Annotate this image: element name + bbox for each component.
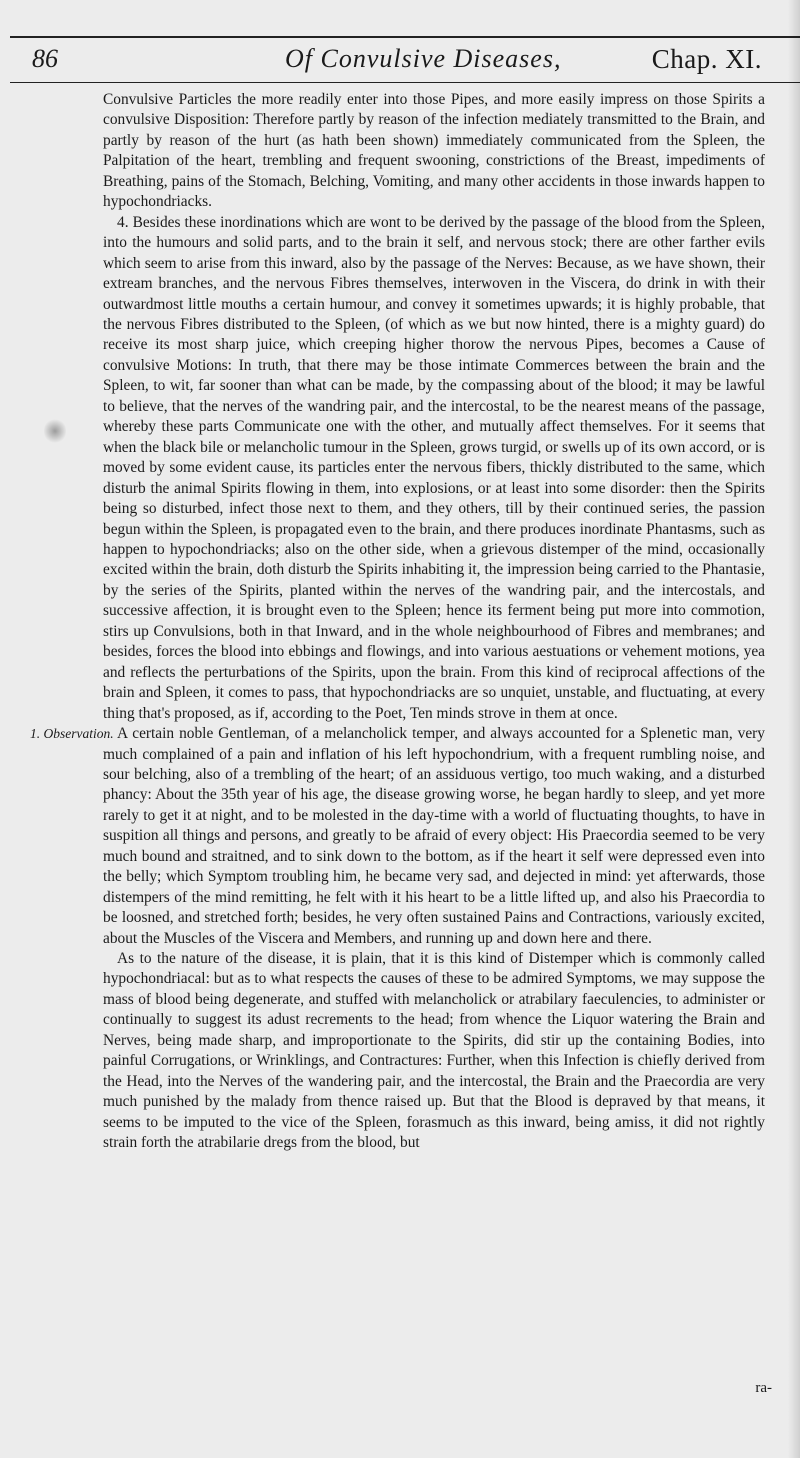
- header-bottom-rule: [10, 82, 800, 83]
- page-number: 86: [32, 44, 58, 73]
- paragraph-observation: [30, 724, 765, 949]
- body-text: [30, 90, 765, 1154]
- running-header: [0, 0, 800, 90]
- paragraph-continuation: Convulsive Particles the more readily enter into those Pipes, and more easily impress on those Spirits a convulsive Disposition: Therefore partly by reason of the infection mediately transmitted to the Brain, and partly by reason of the hurt (as hath been shown) immediately communicated from the Spleen, the Palpitation of the heart, trembling and frequent swooning, constrictions of the Breast, impediments of Breathing, pains of the Stomach, Belching, Vomiting, and many other accidents in those inwards happen to hypochondriacks.: [103, 91, 765, 211]
- chapter-label: Chap. XI.: [651, 44, 762, 74]
- paragraph-section-4: 4. Besides these inordinations which are wont to be derived by the passage of the blood from the Spleen, into the humours and solid parts, and to the brain it self, and nervous stock; there are other farther evils which seem to arise from this inward, also by the passage of the Nerves: Because, as we have shown, their extream branches, and the nervous Fibres themselves, interwoven in the Viscera, do drink in with their outwardmost little mouths a certain humour, and convey it sometimes upwards; it is highly probable, that the nervous Fibres distributed to the Spleen, (of which as we but now hinted, there is a mighty guard) do receive its most sharp juice, which creeping higher thorow the nervous Pipes, becomes a Cause of convulsive Motions: In truth, that there may be those intimate Commerces between the brain and the Spleen, to wit, far sooner than what can be made, by the compassing about of the blood; it may be lawful to believe, that the nerves of the wandring pair, and the intercostal, to be the nearest means of the passage, whereby these parts Communicate one with the other, and mutually affect themselves. For it seems that when the black bile or melancholic tumour in the Spleen, grows turgid, or swells up of its own accord, or is moved by some evident cause, its particles enter the nervous fibers, thickly distributed to the same, which disturb the animal Spirits flowing in them, into explosions, or at least into some disorder: then the Spirits being so disturbed, infect those next to them, and they others, till by their continued series, the passion begun within the Spleen, is propagated even to the brain, and there produces inordinate Phantasms, such as happen to hypochondriacks; also on the other side, when a grievous distemper of the mind, occasionally excited within the brain, doth disturb the Spirits inhabiting it, the impression being carried to the Phantasie, by the series of the Spirits, planted within the nerves of the wandring pair, and the intercostals, and successive affection, it is brought even to the Spleen; hence its ferment being put more into commotion, stirs up Convulsions, both in that Inward, and in the whole neighbourhood of Fibres and membranes; and besides, forces the blood into ebbings and flowings, and into various aestuations or vehement motions, yea and reflects the perturbations of the Spirits, upon the brain. From this kind of reciprocal affections of the brain and Spleen, it comes to pass, that hypochondriacks are so unquiet, unstable, and fluctuating, at every thing that's proposed, as if, according to the Poet, Ten minds strove in them at once.: [103, 213, 765, 722]
- margin-note-observation: 1. Observation.: [30, 726, 114, 742]
- observation-text: A certain noble Gentleman, of a melancholick temper, and always accounted for a Splenetic man, very much complained of a pain and inflation of his left hypochondrium, with a frequent rumbling noise, and sour belching, also of a trembling of the heart; of an assiduous vertigo, too much waking, and a disturbed phancy: About the 35th year of his age, the disease growing worse, he began hardly to sleep, and yet more rarely to get it at night, and to be molested in the day-time with a world of fluctuating thoughts, to have in suspition all things and persons, and greatly to be afraid of every object: His Praecordia seemed to be very much bound and straitned, and to sink down to the bottom, as if the heart it self were depressed even into the belly; which Symptom troubling him, he became very sad, and dejected in mind: yet afterwards, those distempers of the mind remitting, he felt with it his heart to be a little lifted up, and also his Praecordia to be loosned, and stretched forth; besides, he very often sustained Pains and Contractions, variously excited, about the Muscles of the Viscera and Members, and running up and down here and there.: [103, 725, 765, 947]
- header-top-rule: [10, 36, 800, 38]
- running-title: Of Convulsive Diseases,: [285, 44, 562, 73]
- paragraph-nature-of-disease: As to the nature of the disease, it is plain, that it is this kind of Distemper which is commonly called hypochondriacal: but as to what respects the causes of these to be admired Symptoms, we may suppose the mass of blood being degenerate, and stuffed with melancholick or atrabilary faeculencies, to administer or continually to suggest its adust recrements to the head; from whence the Liquor watering the Brain and Nerves, being made sharp, and improportionate to the Spirits, did stir up the containing Bodies, into painful Corrugations, or Wrinklings, and Contractures: Further, when this Infection is chiefly derived from the Head, into the Nerves of the wandering pair, and the intercostal, the Brain and the Praecordia are very much punished by the malady from thence raised up. But that the Blood is depraved by that means, it seems to be imputed to the vice of the Spleen, forasmuch as this inward, being amiss, it did not rightly strain forth the atrabilarie dregs from the blood, but: [103, 950, 765, 1152]
- catchword: ra-: [755, 1380, 772, 1396]
- ink-stain: [44, 418, 66, 444]
- page-edge-shadow: [788, 0, 800, 1458]
